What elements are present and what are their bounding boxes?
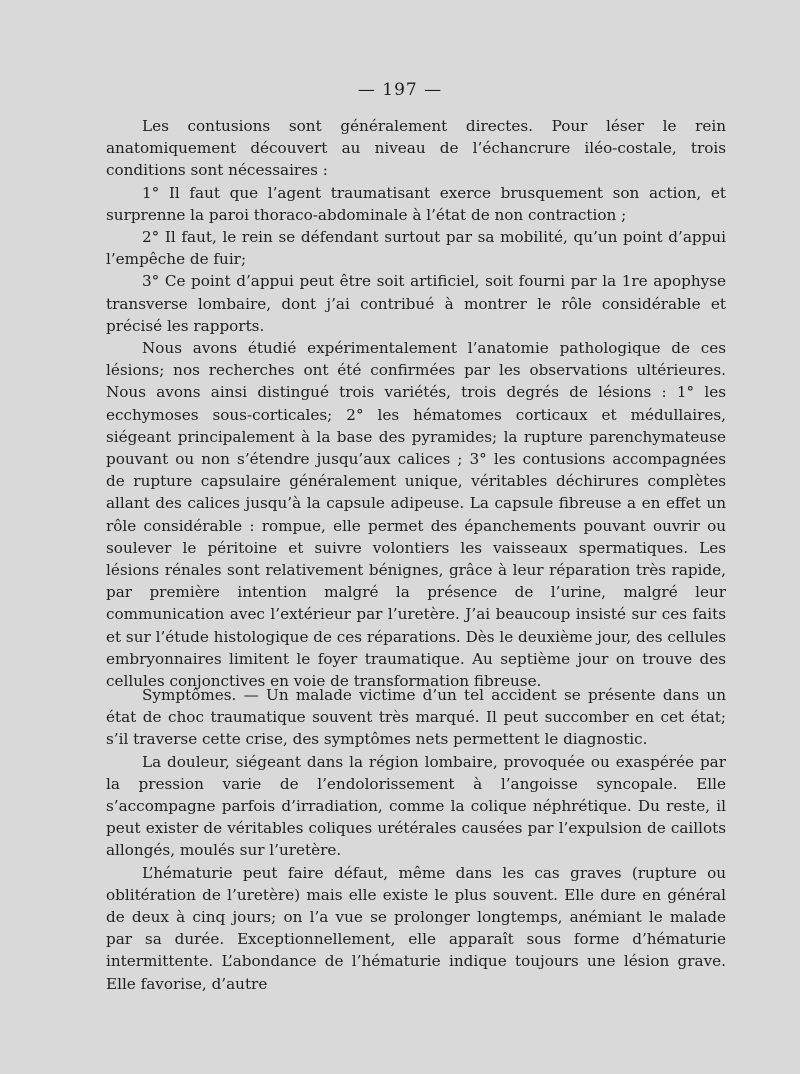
page-number: — 197 — (357, 80, 443, 100)
paragraph: La douleur, siégeant dans la région lombaire, provoquée ou exaspérée par la pression varie de l’endolorissement à l’angoisse syncopale. Elle s’accompagne parfois d’irradiation, comme la colique néphrétique. Du reste, il peut exister de véritables coliques urétérales causées par l’expulsion de caillots allongés, moulés sur l’uretère. (106, 752, 726, 860)
paragraph: 3° Ce point d’appui peut être soit artificiel, soit fourni par la 1re apophyse transverse lombaire, dont j’ai contribué à montrer le rôle considérable et précisé les rapports. (106, 272, 726, 335)
paragraph: 1° Il faut que l’agent traumatisant exerce brusquement son action, et surprenne la paroi thoraco-abdominale à l’état de non contraction ; (106, 183, 726, 224)
paragraph: L’hématurie peut faire défaut, même dans les cas graves (rupture ou oblitération de l’uretère) mais elle existe le plus souvent. Elle dure en général de deux à cinq jours; on l’a vue se prolonger longtemps, anémiant le malade par sa durée. Exceptionnellement, elle apparaît sous forme d’hématurie intermittente. L’abondance de l’hématurie indique toujours une lésion grave. Elle favorise, d’autre (106, 863, 726, 993)
section-contusions (106, 115, 726, 692)
paragraph: Les contusions sont généralement directes. Pour léser le rein anatomiquement découvert au niveau de l’échancrure iléo-costale, trois conditions sont nécessaires : (106, 117, 726, 180)
paragraph: Nous avons étudié expérimentalement l’anatomie pathologique de ces lésions; nos recherches ont été confirmées par les observations ultérieures. Nous avons ainsi distingué trois variétés, trois degrés de lésions : 1° les ecchymoses sous-corticales; 2° les hématomes corticaux et médullaires, siégeant principalement à la base des pyramides; la rupture parenchymateuse pouvant ou non s’étendre jusqu’aux calices ; 3° les contusions accompagnées de rupture capsulaire généralement unique, véritables déchirures complètes allant des calices jusqu’à la capsule adipeuse. La capsule fibreuse a en effet un rôle considérable : rompue, elle permet des épanchements pouvant ouvrir ou soulever le péritoine et suivre volontiers les vaisseaux spermatiques. Les lésions rénales sont relativement bénignes, grâce à leur réparation très rapide, par première intention malgré la présence de l’urine, malgré leur communication avec l’extérieur par l’uretère. J’ai beaucoup insisté sur ces faits et sur l’étude histologique de ces réparations. Dès le deuxième jour, des cellules embryonnaires limitent le foyer traumatique. Au septième jour on trouve des cellules conjonctives en voie de transformation fibreuse. (106, 339, 727, 691)
section-symptomes (106, 684, 726, 995)
paragraph: Symptômes. — Un malade victime d’un tel accident se présente dans un état de choc traumatique souvent très marqué. Il peut succomber en cet état; s’il traverse cette crise, des symptômes nets permettent le diagnostic. (106, 686, 726, 749)
paragraph: 2° Il faut, le rein se défendant surtout par sa mobilité, qu’un point d’appui l’empêche de fuir; (106, 228, 726, 269)
